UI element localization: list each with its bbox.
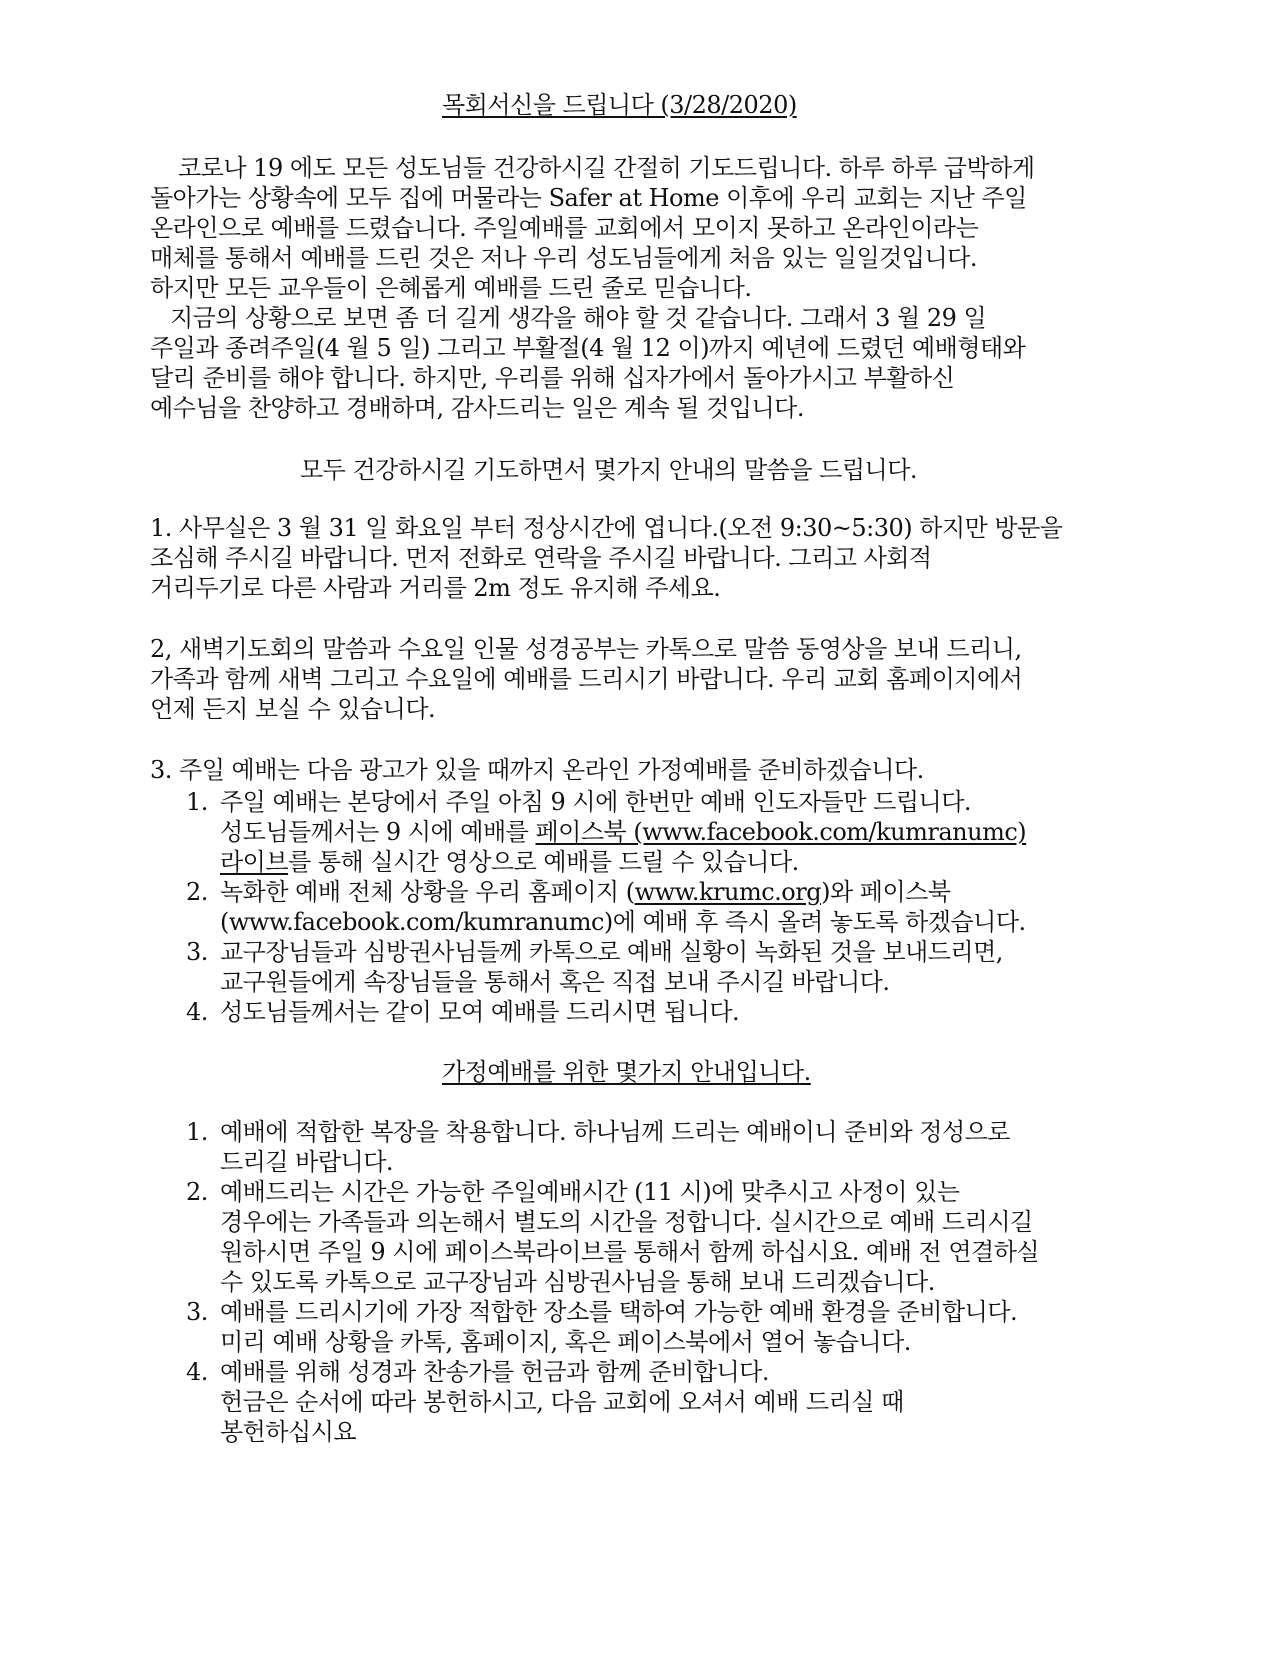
intro-p2-line-4: 예수님을 찬양하고 경배하며, 감사드리는 일은 계속 될 것입니다. xyxy=(150,394,804,422)
intro-p1-line-5: 하지만 모든 교우들이 은혜롭게 예배를 드린 줄로 믿습니다. xyxy=(150,274,752,302)
intro-p2-line-3: 달리 준비를 해야 합니다. 하지만, 우리를 위해 십자가에서 돌아가시고 부활하신 xyxy=(150,364,955,392)
intro-p1-line-2: 돌아가는 상황속에 모두 집에 머물라는 Safer at Home 이후에 우리 교회는 지난 주일 xyxy=(150,184,1027,212)
notice-3-item-1 xyxy=(186,787,971,817)
facebook-live-link[interactable]: 페이스북 (www.facebook.com/kumranumc) xyxy=(535,818,1027,846)
list-number: 4. xyxy=(186,998,208,1026)
notice-3-item-2-line-2: (www.facebook.com/kumranumc)에 예배 후 즉시 올려 놓도록 하겠습니다. xyxy=(220,908,1026,936)
list-number: 1. xyxy=(186,788,208,816)
guide-item-1 xyxy=(186,1117,1010,1147)
guide-item-2 xyxy=(186,1177,959,1207)
item-text: 예배에 적합한 복장을 착용합니다. 하나님께 드리는 예배이니 준비와 정성으로 xyxy=(220,1118,1011,1146)
item-text: 교구장님들과 심방권사님들께 카톡으로 예배 실황이 녹화된 것을 보내드리면, xyxy=(220,938,1003,966)
intro-p1-line-3: 온라인으로 예배를 드렸습니다. 주일예배를 교회에서 모이지 못하고 온라인이라는 xyxy=(150,214,979,242)
notice-3-item-1-line-2 xyxy=(220,817,1026,847)
notice-2-line-1: 2, 새벽기도회의 말씀과 수요일 인물 성경공부는 카톡으로 말씀 동영상을 보내 드리니, xyxy=(150,635,1022,663)
guide-item-3-line-2: 미리 예배 상황을 카톡, 홈페이지, 혹은 페이스북에서 열어 놓습니다. xyxy=(220,1328,911,1356)
intro-p2-line-2: 주일과 종려주일(4 월 5 일) 그리고 부활절(4 월 12 이)까지 예년에 드렸던 예배형태와 xyxy=(150,334,1026,362)
list-number: 4. xyxy=(186,1358,208,1386)
notice-3-item-2 xyxy=(186,877,951,907)
list-number: 2. xyxy=(186,878,208,906)
notice-3-item-1-line-3 xyxy=(220,847,799,877)
notice-1-line-2: 조심해 주시길 바랍니다. 먼저 전화로 연락을 주시길 바랍니다. 그리고 사회적 xyxy=(150,544,932,572)
item-text: 성도님들께서는 같이 모여 예배를 드리시면 됩니다. xyxy=(220,998,740,1026)
notice-1-line-3: 거리두기로 다른 사람과 거리를 2m 정도 유지해 주세요. xyxy=(150,574,721,602)
guide-item-4-line-2: 헌금은 순서에 따라 봉헌하시고, 다음 교회에 오셔서 예배 드리실 때 xyxy=(220,1388,904,1416)
notice-3-item-3 xyxy=(186,937,1003,967)
guide-item-4 xyxy=(186,1357,769,1387)
notice-1-line-1: 1. 사무실은 3 월 31 일 화요일 부터 정상시간에 엽니다.(오전 9:30~5:30) 하지만 방문을 xyxy=(150,514,1063,542)
intro-p1-line-1: 코로나 19 에도 모든 성도님들 건강하시길 간절히 기도드립니다. 하루 하루 급박하게 xyxy=(178,154,1035,182)
notice-3-item-4 xyxy=(186,997,739,1027)
facebook-live-link-cont[interactable]: 라이브 xyxy=(220,848,289,876)
guide-title: 가정예배를 위한 몇가지 안내입니다. xyxy=(442,1058,811,1086)
guide-item-3 xyxy=(186,1297,1017,1327)
item-text: )와 페이스북 xyxy=(821,878,951,906)
intro-p2-line-1: 지금의 상황으로 보면 좀 더 길게 생각을 해야 할 것 같습니다. 그래서 3 월 29 일 xyxy=(170,304,987,332)
notice-3-line: 3. 주일 예배는 다음 광고가 있을 때까지 온라인 가정예배를 준비하겠습니다. xyxy=(150,756,924,784)
guide-item-2-line-4: 수 있도록 카톡으로 교구장님과 심방권사님을 통해 보내 드리겠습니다. xyxy=(220,1268,935,1296)
guide-item-2-line-2: 경우에는 가족들과 의논해서 별도의 시간을 정합니다. 실시간으로 예배 드리시길 xyxy=(220,1208,1033,1236)
guide-item-1-line-2: 드리길 바랍니다. xyxy=(220,1148,394,1176)
notice-2-line-2: 가족과 함께 새벽 그리고 수요일에 예배를 드리시기 바랍니다. 우리 교회 홈페이지에서 xyxy=(150,665,1023,693)
notice-subtitle: 모두 건강하시길 기도하면서 몇가지 안내의 말씀을 드립니다. xyxy=(300,456,918,484)
item-text: 성도님들께서는 9 시에 예배를 xyxy=(220,818,536,846)
item-text: 예배를 위해 성경과 찬송가를 헌금과 함께 준비합니다. xyxy=(220,1358,769,1386)
item-text: 예배를 드리시기에 가장 적합한 장소를 택하여 가능한 예배 환경을 준비합니다. xyxy=(220,1298,1018,1326)
list-number: 3. xyxy=(186,938,208,966)
item-text: 녹화한 예배 전체 상황을 우리 홈페이지 ( xyxy=(220,878,635,906)
item-text: 예배드리는 시간은 가능한 주일예배시간 (11 시)에 맞추시고 사정이 있는 xyxy=(220,1178,960,1206)
list-number: 1. xyxy=(186,1118,208,1146)
list-number: 3. xyxy=(186,1298,208,1326)
page-title: 목회서신을 드립니다 (3/28/2020) xyxy=(442,91,797,119)
intro-p1-line-4: 매체를 통해서 예배를 드린 것은 저나 우리 성도님들에게 처음 있는 일일것입니다. xyxy=(150,244,977,272)
item-text: 주일 예배는 본당에서 주일 아침 9 시에 한번만 예배 인도자들만 드립니다. xyxy=(220,788,972,816)
homepage-link[interactable]: www.krumc.org xyxy=(634,878,822,906)
guide-item-2-line-3: 원하시면 주일 9 시에 페이스북라이브를 통해서 함께 하십시요. 예배 전 연결하실 xyxy=(220,1238,1040,1266)
item-text: 를 통해 실시간 영상으로 예배를 드릴 수 있습니다. xyxy=(288,848,799,876)
list-number: 2. xyxy=(186,1178,208,1206)
notice-3-item-3-line-2: 교구원들에게 속장님들을 통해서 혹은 직접 보내 주시길 바랍니다. xyxy=(220,968,890,996)
guide-item-4-line-3: 봉헌하십시요 xyxy=(220,1418,357,1446)
notice-2-line-3: 언제 든지 보실 수 있습니다. xyxy=(150,695,436,723)
